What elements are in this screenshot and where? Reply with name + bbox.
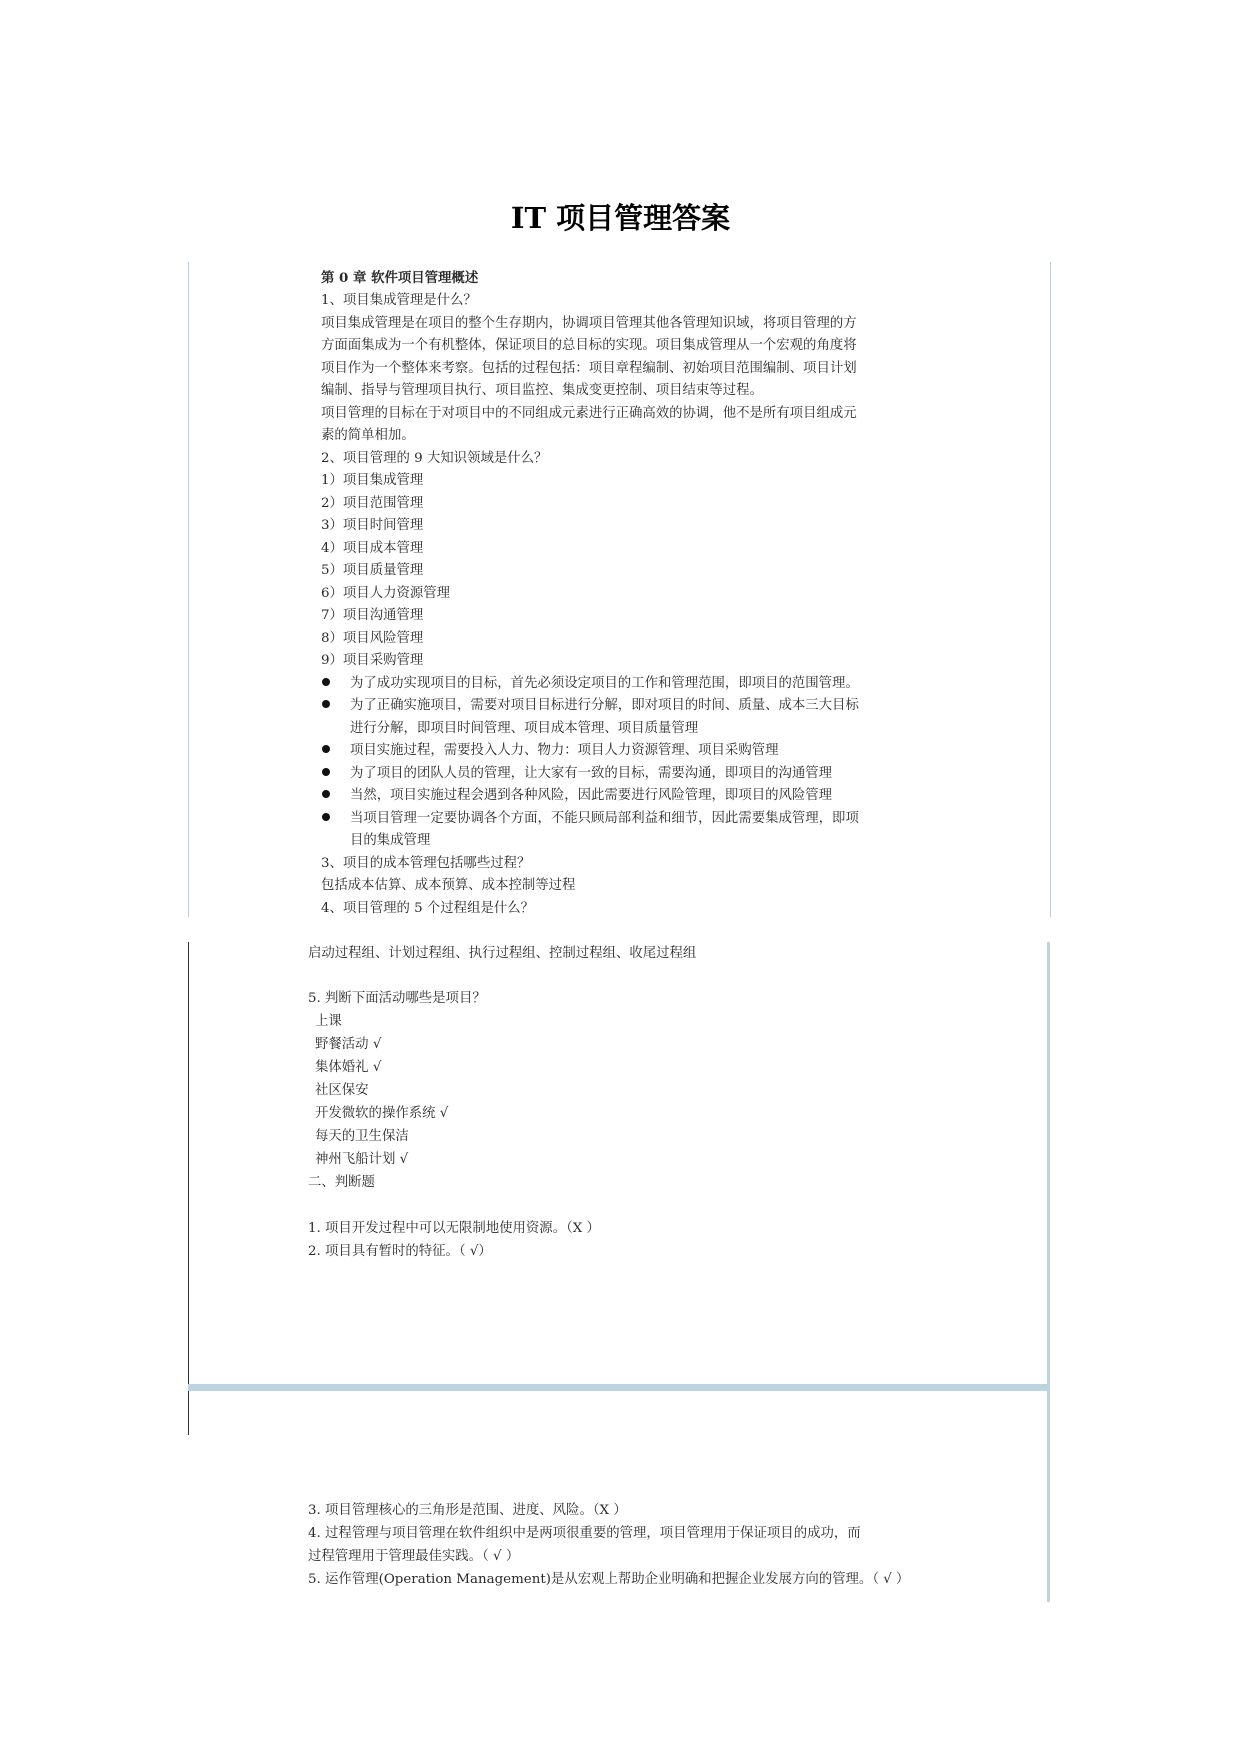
- paragraph-line: 编制、指导与管理项目执行、项目监控、集成变更控制、项目结束等过程。: [321, 383, 763, 398]
- bullet-icon: [322, 790, 330, 798]
- list-item: 9）项目采购管理: [321, 653, 424, 668]
- page-divider-band: [188, 1384, 1050, 1391]
- activity-item: 集体婚礼 √: [315, 1060, 382, 1075]
- activity-item: 社区保安: [315, 1083, 369, 1098]
- bullet-item: 为了成功实现项目的目标，首先必须设定项目的工作和管理范围，即项目的范围管理。: [350, 672, 859, 691]
- list-item: 2）项目范围管理: [321, 496, 424, 511]
- true-false-item: 1. 项目开发过程中可以无限制地使用资源。（X ）: [308, 1221, 600, 1236]
- true-false-item: 5. 运作管理(Operation Management)是从宏观上帮助企业明确和把握企业发展方向的管理。（ √ ）: [308, 1572, 910, 1587]
- activity-item: 上课: [315, 1014, 342, 1029]
- list-item: 4）项目成本管理: [321, 541, 424, 556]
- true-false-item: 过程管理用于管理最佳实践。（ √ ）: [308, 1549, 520, 1564]
- question-1: 1、项目集成管理是什么？: [321, 293, 477, 308]
- section-answers: [308, 942, 1043, 1272]
- bullet-item: 当项目管理一定要协调各个方面，不能只顾局部利益和细节，因此需要集成管理，即项: [350, 807, 859, 826]
- chapter-heading: 第 0 章 软件项目管理概述: [321, 270, 479, 286]
- bullet-item-continuation: 目的集成管理: [350, 833, 431, 848]
- activity-item: 野餐活动 √: [315, 1037, 382, 1052]
- activity-item: 神州飞船计划 √: [315, 1152, 409, 1167]
- true-false-item: 2. 项目具有暂时的特征。（ √）: [308, 1244, 492, 1259]
- paragraph-line: 项目管理的目标在于对项目中的不同组成元素进行正确高效的协调，他不是所有项目组成元: [321, 406, 857, 421]
- true-false-item: 4. 过程管理与项目管理在软件组织中是两项很重要的管理，项目管理用于保证项目的成功，而: [308, 1526, 861, 1541]
- true-false-item: 3. 项目管理核心的三角形是范围、进度、风险。（X ）: [308, 1503, 627, 1518]
- bullet-item: 当然，项目实施过程会遇到各种风险，因此需要进行风险管理，即项目的风险管理: [350, 784, 832, 803]
- frame-left-line-2: [188, 942, 189, 1435]
- bullet-item: 为了项目的团队人员的管理，让大家有一致的目标，需要沟通，即项目的沟通管理: [350, 762, 832, 781]
- question-5: 5. 判断下面活动哪些是项目？: [308, 991, 486, 1006]
- bullet-icon: [322, 700, 330, 708]
- list-item: 3）项目时间管理: [321, 518, 424, 533]
- section-true-false-continued: [308, 1499, 1043, 1599]
- answer-4: 启动过程组、计划过程组、执行过程组、控制过程组、收尾过程组: [308, 946, 697, 961]
- activity-item: 每天的卫生保洁: [315, 1129, 409, 1144]
- document-title: IT 项目管理答案: [510, 201, 731, 235]
- frame-right-line-1: [1050, 262, 1051, 917]
- paragraph-line: 素的简单相加。: [321, 428, 415, 443]
- frame-left-line-1: [188, 262, 189, 917]
- list-item: 7）项目沟通管理: [321, 608, 424, 623]
- list-item: 1）项目集成管理: [321, 473, 424, 488]
- question-3: 3、项目的成本管理包括哪些过程？: [321, 856, 531, 871]
- answer-3: 包括成本估算、成本预算、成本控制等过程: [321, 878, 576, 893]
- bullet-item-continuation: 进行分解，即项目时间管理、项目成本管理、项目质量管理: [350, 721, 699, 736]
- bullet-item: 项目实施过程，需要投入人力、物力：项目人力资源管理、项目采购管理: [350, 739, 779, 758]
- paragraph-line: 方面面集成为一个有机整体，保证项目的总目标的实现。项目集成管理从一个宏观的角度将: [321, 338, 857, 353]
- bullet-item: 为了正确实施项目，需要对项目目标进行分解，即对项目的时间、质量、成本三大目标: [350, 694, 859, 713]
- paragraph-line: 项目集成管理是在项目的整个生存期内，协调项目管理其他各管理知识域，将项目管理的方: [321, 316, 857, 331]
- bullet-icon: [322, 678, 330, 686]
- bullet-icon: [322, 745, 330, 753]
- frame-right-line-2: [1047, 942, 1050, 1602]
- activity-item: 开发微软的操作系统 √: [315, 1106, 449, 1121]
- section-heading: 二、判断题: [308, 1175, 375, 1190]
- bullet-icon: [322, 813, 330, 821]
- question-2: 2、项目管理的 9 大知识领域是什么？: [321, 451, 548, 466]
- list-item: 8）项目风险管理: [321, 631, 424, 646]
- list-item: 6）项目人力资源管理: [321, 586, 451, 601]
- bullet-icon: [322, 768, 330, 776]
- section-chapter-0: [321, 267, 1041, 917]
- paragraph-line: 项目作为一个整体来考察。包括的过程包括：项目章程编制、初始项目范围编制、项目计划: [321, 361, 857, 376]
- list-item: 5）项目质量管理: [321, 563, 424, 578]
- question-4: 4、项目管理的 5 个过程组是什么？: [321, 901, 535, 916]
